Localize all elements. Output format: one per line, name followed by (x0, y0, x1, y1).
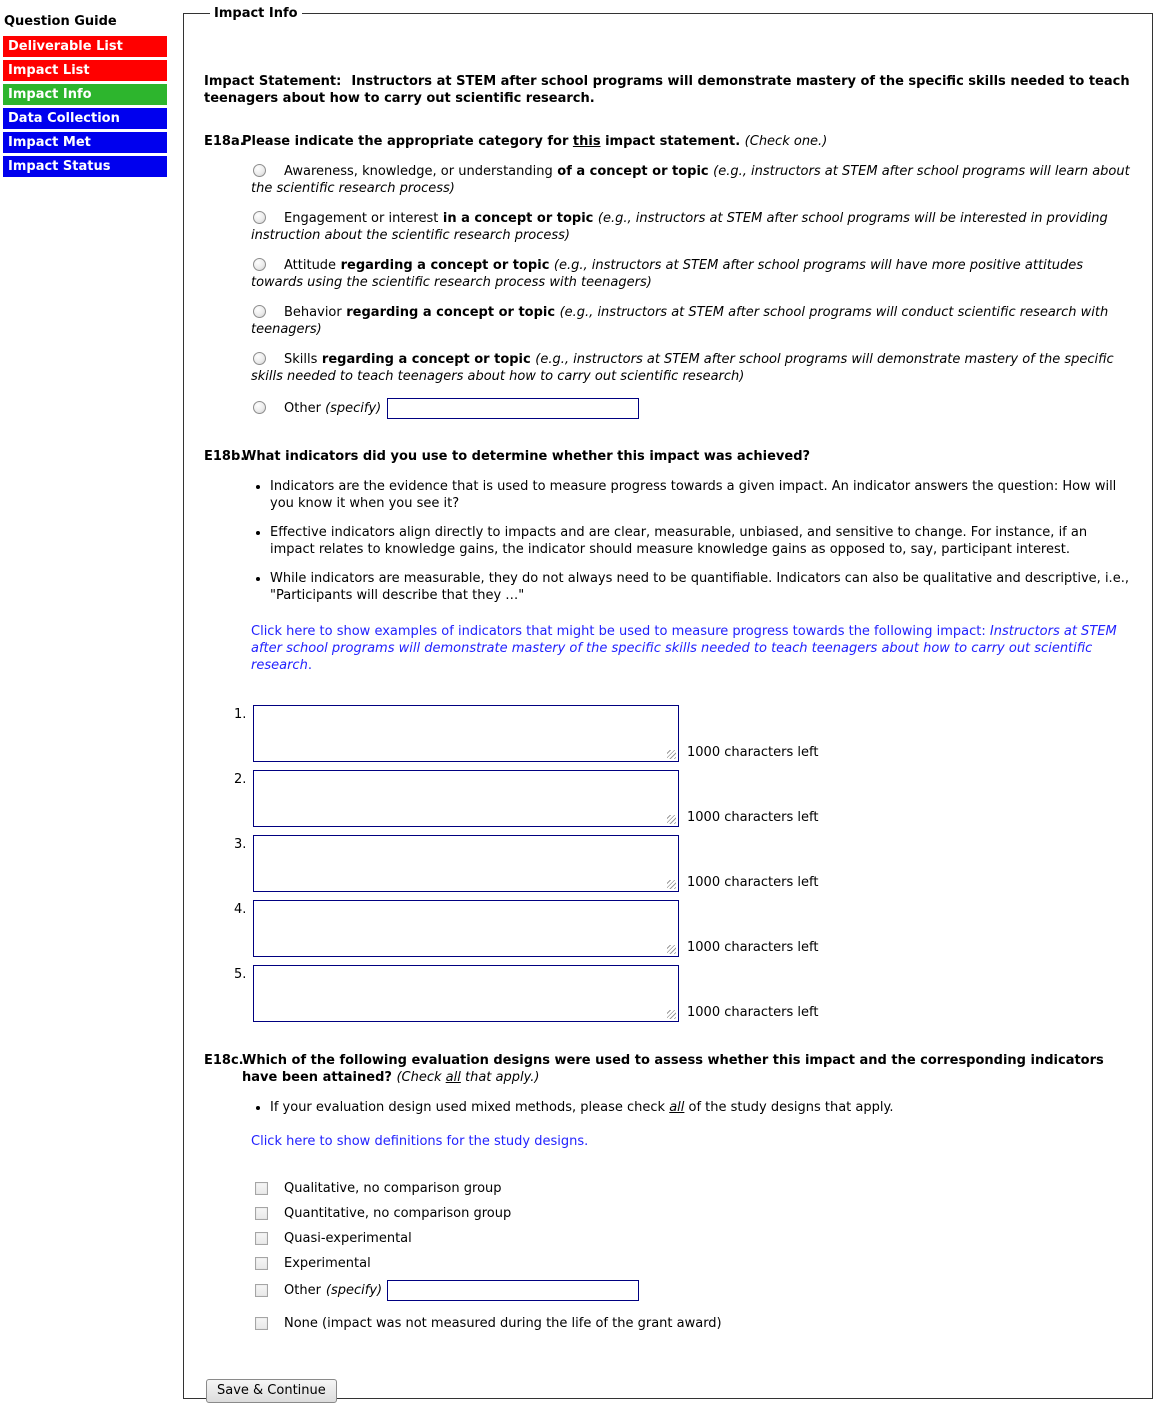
indicator-row-2 (234, 770, 1132, 827)
indicator-number: 4. (234, 902, 247, 917)
experimental-checkbox[interactable] (255, 1257, 268, 1270)
indicator-number: 1. (234, 707, 247, 722)
panel-legend: Impact Info (214, 6, 298, 21)
question-e18a (204, 133, 1132, 150)
impact-statement (204, 73, 1132, 107)
checkbox-label: Experimental (284, 1256, 371, 1271)
e18c-other-specify-input[interactable] (387, 1280, 639, 1301)
e18b-bullet-3: • While indicators are measurable, they do not always need to be quantifiable. Indicators can also be qualitative and descriptive, i.e., "Participants will describe that they …" (270, 570, 1132, 604)
indicator-list (204, 705, 1132, 1022)
sidebar-title: Question Guide (4, 14, 117, 29)
indicator-row-5 (234, 965, 1132, 1022)
e18b-guidance-list (204, 478, 1132, 604)
attitude-radio[interactable] (253, 258, 266, 271)
other-design-checkbox[interactable] (255, 1284, 268, 1297)
evaluation-design-checklist (255, 1180, 1132, 1332)
option-example: (e.g., instructors at STEM after school programs will demonstrate mastery of the specific skills needed to teach teenagers about how to carry out scientific research) (251, 352, 1114, 384)
question-e18a-number: E18a. (204, 134, 245, 149)
save-continue-button[interactable]: Save & Continue (206, 1379, 337, 1403)
e18a-other-specify-input[interactable] (387, 398, 639, 419)
option-bold: of a concept or topic (552, 164, 714, 179)
indicator-number: 2. (234, 772, 247, 787)
option-example: (e.g., instructors at STEM after school programs will conduct scientific research with teenagers) (251, 305, 1109, 337)
indicator-textarea-3[interactable] (253, 835, 679, 892)
option-bold: regarding a concept or topic (317, 352, 536, 367)
question-e18c-note2: that apply.) (460, 1070, 540, 1085)
none-checkbox[interactable] (255, 1317, 268, 1330)
radio-option-awareness (251, 163, 1132, 197)
question-guide-sidebar (3, 14, 167, 180)
other-radio[interactable] (253, 401, 266, 414)
chars-left-label: 1000 characters left (687, 810, 819, 825)
sidebar-item-impact-status[interactable]: Impact Status (3, 156, 167, 177)
question-e18c (204, 1052, 1132, 1086)
checkbox-row-experimental (255, 1255, 1132, 1272)
option-example: (e.g., instructors at STEM after school programs will learn about the scientific research process) (251, 164, 1130, 196)
option-bold: regarding a concept or topic (336, 258, 554, 273)
impact-statement-label: Impact Statement: (204, 74, 342, 89)
quantitative-checkbox[interactable] (255, 1207, 268, 1220)
e18a-options (251, 163, 1132, 419)
radio-option-other (251, 398, 1132, 419)
indicator-row-3 (234, 835, 1132, 892)
impact-statement-text: Instructors at STEM after school programs will demonstrate mastery of the specific skills needed to teach teenagers about how to carry out scientific research. (204, 74, 1130, 106)
link-impact-text: Instructors at STEM after school programs will demonstrate mastery of the specific skills needed to teach teenagers about how to carry out scientific research (251, 624, 1117, 673)
chars-left-label: 1000 characters left (687, 1005, 819, 1020)
indicator-textarea-1[interactable] (253, 705, 679, 762)
e18b-bullet-2: • Effective indicators align directly to impacts and are clear, measurable, unbiased, and sensitive to change. For instance, if an impact relates to knowledge gains, the indicator should measure knowledge gains as opposed to, say, participant interest. (270, 524, 1132, 558)
radio-option-skills (251, 351, 1132, 385)
option-lead: Skills (284, 352, 318, 367)
bullet-all: all (669, 1100, 685, 1115)
sidebar-item-impact-info[interactable]: Impact Info (3, 84, 167, 105)
sidebar-item-data-collection[interactable]: Data Collection (3, 108, 167, 129)
quasi-experimental-checkbox[interactable] (255, 1232, 268, 1245)
option-bold: regarding a concept or topic (341, 305, 560, 320)
checkbox-row-other (255, 1280, 1132, 1301)
checkbox-label: Qualitative, no comparison group (284, 1181, 502, 1196)
indicator-textarea-2[interactable] (253, 770, 679, 827)
question-e18b (204, 448, 1132, 465)
qualitative-checkbox[interactable] (255, 1182, 268, 1195)
option-bold: in a concept or topic (438, 211, 598, 226)
question-e18c-note: (Check (396, 1070, 446, 1085)
show-indicator-examples-link[interactable] (251, 623, 1132, 674)
radio-option-attitude (251, 257, 1132, 291)
chars-left-label: 1000 characters left (687, 745, 819, 760)
sidebar-item-deliverable-list[interactable]: Deliverable List (3, 36, 167, 57)
radio-option-behavior (251, 304, 1132, 338)
checkbox-row-none (255, 1315, 1132, 1332)
option-example: (e.g., instructors at STEM after school programs will have more positive attitudes towards using the scientific research process with teenagers) (251, 258, 1084, 290)
question-e18b-text: What indicators did you use to determine whether this impact was achieved? (242, 449, 811, 464)
skills-radio[interactable] (253, 352, 266, 365)
indicator-row-1 (234, 705, 1132, 762)
radio-option-engagement (251, 210, 1132, 244)
engagement-radio[interactable] (253, 211, 266, 224)
option-lead: Attitude (284, 258, 337, 273)
chars-left-label: 1000 characters left (687, 940, 819, 955)
indicator-row-4 (234, 900, 1132, 957)
impact-info-panel (183, 6, 1153, 1399)
question-e18c-note-all: all (445, 1070, 461, 1085)
checkbox-row-quasi-experimental (255, 1230, 1132, 1247)
bullet-text: If your evaluation design used mixed methods, please check (270, 1100, 670, 1115)
link-suffix: . (307, 658, 312, 673)
question-e18c-text: Which of the following evaluation designs were used to assess whether this impact and the corresponding indicators have been attained? (242, 1053, 1104, 1085)
option-example: (e.g., instructors at STEM after school programs will be interested in providing instruction about the scientific research process) (251, 211, 1108, 243)
behavior-radio[interactable] (253, 305, 266, 318)
indicator-number: 5. (234, 967, 247, 982)
checkbox-label: Quantitative, no comparison group (284, 1206, 512, 1221)
link-text: Click here to show examples of indicators that might be used to measure progress towards the following impact: (251, 624, 990, 639)
question-e18b-number: E18b. (204, 449, 246, 464)
checkbox-label: None (impact was not measured during the life of the grant award) (284, 1316, 722, 1331)
option-lead: Behavior (284, 305, 342, 320)
checkbox-row-qualitative (255, 1180, 1132, 1197)
indicator-number: 3. (234, 837, 247, 852)
show-design-definitions-link[interactable]: Click here to show definitions for the study designs. (251, 1134, 589, 1149)
awareness-radio[interactable] (253, 164, 266, 177)
checkbox-label: Other (284, 1283, 321, 1298)
question-e18a-text: Please indicate the appropriate category for (242, 134, 573, 149)
checkbox-row-quantitative (255, 1205, 1132, 1222)
question-e18c-number: E18c. (204, 1053, 244, 1068)
checkbox-specify-note: (specify) (325, 1283, 383, 1298)
chars-left-label: 1000 characters left (687, 875, 819, 890)
e18c-bullet (270, 1099, 1132, 1116)
indicator-textarea-4[interactable] (253, 900, 679, 957)
e18b-bullet-1: • Indicators are the evidence that is used to measure progress towards a given impact. An indicator answers the question: How will you know it when you see it? (270, 478, 1132, 512)
e18c-guidance-list (204, 1099, 1132, 1116)
checkbox-label: Quasi-experimental (284, 1231, 412, 1246)
option-lead: Other (284, 401, 321, 416)
question-e18a-this: this (572, 134, 601, 149)
option-specify-note: (specify) (325, 401, 382, 416)
option-lead: Engagement or interest (284, 211, 439, 226)
indicator-textarea-5[interactable] (253, 965, 679, 1022)
option-lead: Awareness, knowledge, or understanding (284, 164, 553, 179)
sidebar-item-impact-met[interactable]: Impact Met (3, 132, 167, 153)
question-e18a-text2: impact statement. (600, 134, 745, 149)
sidebar-item-impact-list[interactable]: Impact List (3, 60, 167, 81)
bullet-text2: of the study designs that apply. (684, 1100, 894, 1115)
question-e18a-note: (Check one.) (744, 134, 828, 149)
